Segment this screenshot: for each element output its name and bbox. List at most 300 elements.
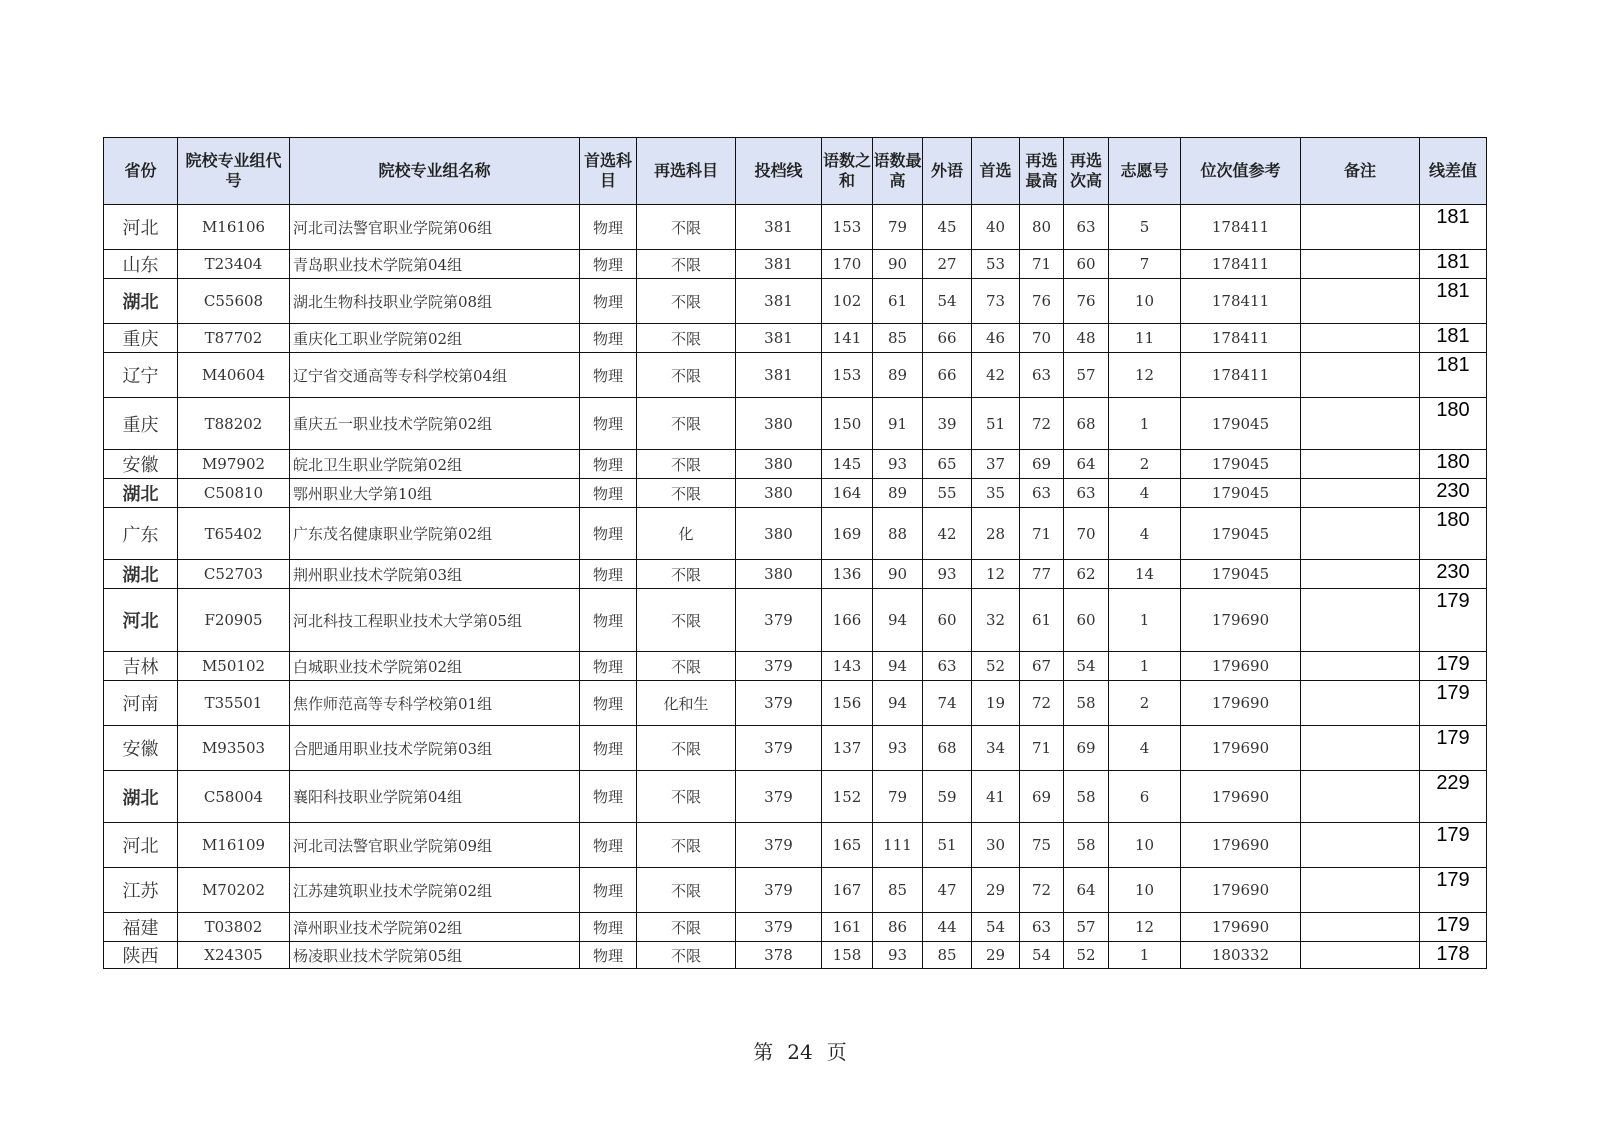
cell-second-subject: 不限 — [637, 913, 736, 942]
cell-wish-no: 2 — [1109, 681, 1181, 726]
cell-group-code: M50102 — [178, 652, 290, 681]
cell-cm-sum: 153 — [822, 353, 873, 398]
cell-first-subject: 物理 — [580, 868, 637, 913]
cell-cm-max: 94 — [873, 681, 923, 726]
cell-group-name: 白城职业技术学院第02组 — [290, 652, 580, 681]
cell-second-subject: 不限 — [637, 250, 736, 279]
cell-line-diff: 179 — [1420, 868, 1487, 913]
table-row — [104, 589, 1487, 652]
cell-foreign-lang: 44 — [923, 913, 972, 942]
col-cm-sum: 语数之和 — [822, 138, 873, 205]
cell-line-diff: 181 — [1420, 250, 1487, 279]
cell-group-code: M97902 — [178, 450, 290, 479]
cell-province: 吉林 — [104, 652, 178, 681]
cell-province: 安徽 — [104, 726, 178, 771]
cell-group-code: T35501 — [178, 681, 290, 726]
cell-cm-max: 90 — [873, 560, 923, 589]
cell-foreign-lang: 85 — [923, 942, 972, 969]
cell-reselect-max: 61 — [1020, 589, 1064, 652]
cell-foreign-lang: 54 — [923, 279, 972, 324]
col-cutoff: 投档线 — [736, 138, 822, 205]
cell-first-subject: 物理 — [580, 942, 637, 969]
cell-group-name: 江苏建筑职业技术学院第02组 — [290, 868, 580, 913]
col-reselect-second: 再选次高 — [1064, 138, 1109, 205]
cell-cm-sum: 164 — [822, 479, 873, 508]
table-row — [104, 450, 1487, 479]
cell-group-code: M70202 — [178, 868, 290, 913]
cell-note — [1301, 823, 1420, 868]
cell-cm-max: 93 — [873, 726, 923, 771]
cell-cm-sum: 165 — [822, 823, 873, 868]
cell-group-code: X24305 — [178, 942, 290, 969]
cell-cm-max: 79 — [873, 205, 923, 250]
cell-cutoff: 381 — [736, 250, 822, 279]
cell-note — [1301, 726, 1420, 771]
cell-cutoff: 380 — [736, 450, 822, 479]
cell-reselect-second: 76 — [1064, 279, 1109, 324]
cell-foreign-lang: 27 — [923, 250, 972, 279]
col-note: 备注 — [1301, 138, 1420, 205]
cell-group-code: C52703 — [178, 560, 290, 589]
table-row — [104, 398, 1487, 450]
table-row — [104, 681, 1487, 726]
cell-foreign-lang: 45 — [923, 205, 972, 250]
cell-first-subject: 物理 — [580, 324, 637, 353]
cell-province: 广东 — [104, 508, 178, 560]
cell-second-subject: 化和生 — [637, 681, 736, 726]
cell-cutoff: 380 — [736, 560, 822, 589]
cell-wish-no: 2 — [1109, 450, 1181, 479]
cell-cutoff: 379 — [736, 823, 822, 868]
cell-cm-sum: 141 — [822, 324, 873, 353]
cell-wish-no: 10 — [1109, 868, 1181, 913]
cell-first-subject: 物理 — [580, 398, 637, 450]
col-second-subject: 再选科目 — [637, 138, 736, 205]
cell-second-subject: 不限 — [637, 823, 736, 868]
cell-province: 山东 — [104, 250, 178, 279]
cell-cutoff: 379 — [736, 913, 822, 942]
cell-group-name: 河北司法警官职业学院第06组 — [290, 205, 580, 250]
cell-note — [1301, 324, 1420, 353]
cell-foreign-lang: 68 — [923, 726, 972, 771]
cell-reselect-max: 69 — [1020, 771, 1064, 823]
cell-cm-max: 93 — [873, 942, 923, 969]
cell-first-subject: 物理 — [580, 560, 637, 589]
cell-foreign-lang: 60 — [923, 589, 972, 652]
cell-rank: 178411 — [1181, 353, 1301, 398]
cell-cm-sum: 158 — [822, 942, 873, 969]
cell-first-subject: 物理 — [580, 353, 637, 398]
cell-wish-no: 4 — [1109, 479, 1181, 508]
cell-foreign-lang: 74 — [923, 681, 972, 726]
cell-reselect-second: 57 — [1064, 353, 1109, 398]
cell-group-name: 焦作师范高等专科学校第01组 — [290, 681, 580, 726]
cell-reselect-second: 64 — [1064, 450, 1109, 479]
cell-note — [1301, 868, 1420, 913]
cell-reselect-second: 52 — [1064, 942, 1109, 969]
cell-preferred: 29 — [972, 868, 1020, 913]
cell-reselect-max: 72 — [1020, 681, 1064, 726]
cell-rank: 178411 — [1181, 205, 1301, 250]
cell-cm-sum: 166 — [822, 589, 873, 652]
cell-reselect-max: 71 — [1020, 726, 1064, 771]
cell-group-code: T03802 — [178, 913, 290, 942]
cell-second-subject: 不限 — [637, 771, 736, 823]
cell-foreign-lang: 42 — [923, 508, 972, 560]
cell-cutoff: 381 — [736, 324, 822, 353]
table-row — [104, 250, 1487, 279]
cell-reselect-max: 76 — [1020, 279, 1064, 324]
cell-cutoff: 380 — [736, 398, 822, 450]
cell-cm-sum: 150 — [822, 398, 873, 450]
cell-group-code: T88202 — [178, 398, 290, 450]
page-number: 第 24 页 — [753, 1040, 847, 1064]
cell-preferred: 42 — [972, 353, 1020, 398]
cell-reselect-max: 75 — [1020, 823, 1064, 868]
table-row — [104, 652, 1487, 681]
col-first-subject: 首选科目 — [580, 138, 637, 205]
cell-wish-no: 5 — [1109, 205, 1181, 250]
cell-first-subject: 物理 — [580, 479, 637, 508]
cell-reselect-second: 48 — [1064, 324, 1109, 353]
cell-reselect-max: 72 — [1020, 868, 1064, 913]
cell-preferred: 19 — [972, 681, 1020, 726]
cell-rank: 178411 — [1181, 250, 1301, 279]
cell-reselect-max: 70 — [1020, 324, 1064, 353]
cell-reselect-second: 58 — [1064, 771, 1109, 823]
col-wish-no: 志愿号 — [1109, 138, 1181, 205]
cell-cm-sum: 145 — [822, 450, 873, 479]
cell-wish-no: 1 — [1109, 398, 1181, 450]
cell-group-name: 广东茂名健康职业学院第02组 — [290, 508, 580, 560]
cell-foreign-lang: 59 — [923, 771, 972, 823]
cell-second-subject: 不限 — [637, 589, 736, 652]
cell-line-diff: 179 — [1420, 681, 1487, 726]
cell-first-subject: 物理 — [580, 450, 637, 479]
cell-second-subject: 不限 — [637, 479, 736, 508]
cell-reselect-second: 63 — [1064, 479, 1109, 508]
cell-group-code: F20905 — [178, 589, 290, 652]
cell-rank: 179690 — [1181, 771, 1301, 823]
cell-preferred: 41 — [972, 771, 1020, 823]
cell-line-diff: 230 — [1420, 560, 1487, 589]
cell-province: 河南 — [104, 681, 178, 726]
col-province: 省份 — [104, 138, 178, 205]
cell-rank: 179045 — [1181, 560, 1301, 589]
cell-preferred: 40 — [972, 205, 1020, 250]
cell-preferred: 52 — [972, 652, 1020, 681]
cell-note — [1301, 589, 1420, 652]
cell-cm-max: 61 — [873, 279, 923, 324]
cell-cutoff: 379 — [736, 652, 822, 681]
cell-group-name: 鄂州职业大学第10组 — [290, 479, 580, 508]
cell-preferred: 30 — [972, 823, 1020, 868]
col-group-code: 院校专业组代号 — [178, 138, 290, 205]
cell-province: 河北 — [104, 205, 178, 250]
table-row — [104, 726, 1487, 771]
cell-rank: 179045 — [1181, 479, 1301, 508]
cell-group-name: 重庆化工职业学院第02组 — [290, 324, 580, 353]
col-cm-max: 语数最高 — [873, 138, 923, 205]
cell-province: 重庆 — [104, 398, 178, 450]
cell-cm-sum: 153 — [822, 205, 873, 250]
cell-group-code: M93503 — [178, 726, 290, 771]
cell-group-name: 湖北生物科技职业学院第08组 — [290, 279, 580, 324]
cell-preferred: 73 — [972, 279, 1020, 324]
cell-reselect-max: 71 — [1020, 508, 1064, 560]
cell-province: 辽宁 — [104, 353, 178, 398]
cell-group-name: 辽宁省交通高等专科学校第04组 — [290, 353, 580, 398]
cell-reselect-max: 80 — [1020, 205, 1064, 250]
cell-cutoff: 380 — [736, 479, 822, 508]
cell-foreign-lang: 66 — [923, 353, 972, 398]
table-row — [104, 771, 1487, 823]
cell-preferred: 51 — [972, 398, 1020, 450]
cell-rank: 179045 — [1181, 398, 1301, 450]
cell-first-subject: 物理 — [580, 726, 637, 771]
table-row — [104, 823, 1487, 868]
cell-line-diff: 229 — [1420, 771, 1487, 823]
cell-line-diff: 230 — [1420, 479, 1487, 508]
cell-line-diff: 180 — [1420, 450, 1487, 479]
cell-group-code: M40604 — [178, 353, 290, 398]
cell-reselect-second: 62 — [1064, 560, 1109, 589]
cell-group-name: 河北司法警官职业学院第09组 — [290, 823, 580, 868]
cell-note — [1301, 398, 1420, 450]
cell-second-subject: 不限 — [637, 942, 736, 969]
cell-preferred: 53 — [972, 250, 1020, 279]
cell-cm-max: 94 — [873, 589, 923, 652]
cell-reselect-second: 64 — [1064, 868, 1109, 913]
cell-first-subject: 物理 — [580, 589, 637, 652]
cell-line-diff: 179 — [1420, 589, 1487, 652]
cell-cm-max: 79 — [873, 771, 923, 823]
cell-preferred: 34 — [972, 726, 1020, 771]
cell-first-subject: 物理 — [580, 279, 637, 324]
cell-line-diff: 181 — [1420, 205, 1487, 250]
cell-first-subject: 物理 — [580, 652, 637, 681]
cell-reselect-second: 60 — [1064, 250, 1109, 279]
cell-second-subject: 不限 — [637, 324, 736, 353]
cell-cm-sum: 143 — [822, 652, 873, 681]
cell-foreign-lang: 55 — [923, 479, 972, 508]
table-row — [104, 942, 1487, 969]
cell-cm-max: 85 — [873, 868, 923, 913]
cell-cm-max: 94 — [873, 652, 923, 681]
cell-note — [1301, 479, 1420, 508]
cell-line-diff: 180 — [1420, 398, 1487, 450]
cell-cm-sum: 102 — [822, 279, 873, 324]
cell-cm-sum: 170 — [822, 250, 873, 279]
cell-preferred: 28 — [972, 508, 1020, 560]
col-group-name: 院校专业组名称 — [290, 138, 580, 205]
cell-line-diff: 179 — [1420, 823, 1487, 868]
cell-group-name: 合肥通用职业技术学院第03组 — [290, 726, 580, 771]
cell-line-diff: 181 — [1420, 324, 1487, 353]
cell-province: 重庆 — [104, 324, 178, 353]
cell-second-subject: 不限 — [637, 398, 736, 450]
cell-wish-no: 10 — [1109, 279, 1181, 324]
cell-reselect-max: 54 — [1020, 942, 1064, 969]
cell-cm-sum: 137 — [822, 726, 873, 771]
cell-second-subject: 不限 — [637, 868, 736, 913]
col-reselect-max: 再选最高 — [1020, 138, 1064, 205]
cell-first-subject: 物理 — [580, 508, 637, 560]
cell-group-name: 荆州职业技术学院第03组 — [290, 560, 580, 589]
cell-cutoff: 379 — [736, 726, 822, 771]
cell-wish-no: 12 — [1109, 913, 1181, 942]
table-row — [104, 508, 1487, 560]
cell-reselect-max: 63 — [1020, 479, 1064, 508]
cell-reselect-max: 67 — [1020, 652, 1064, 681]
cell-line-diff: 179 — [1420, 726, 1487, 771]
col-foreign-lang: 外语 — [923, 138, 972, 205]
cell-rank: 178411 — [1181, 324, 1301, 353]
cell-cutoff: 379 — [736, 681, 822, 726]
cell-note — [1301, 681, 1420, 726]
cell-rank: 179045 — [1181, 450, 1301, 479]
table-row — [104, 560, 1487, 589]
cell-province: 江苏 — [104, 868, 178, 913]
table-row — [104, 205, 1487, 250]
cell-province: 河北 — [104, 589, 178, 652]
cell-wish-no: 11 — [1109, 324, 1181, 353]
cell-cm-max: 111 — [873, 823, 923, 868]
cell-province: 湖北 — [104, 479, 178, 508]
cell-rank: 179690 — [1181, 652, 1301, 681]
cell-province: 河北 — [104, 823, 178, 868]
cell-reselect-max: 71 — [1020, 250, 1064, 279]
cell-province: 安徽 — [104, 450, 178, 479]
cell-reselect-second: 57 — [1064, 913, 1109, 942]
cell-group-name: 重庆五一职业技术学院第02组 — [290, 398, 580, 450]
cell-reselect-second: 68 — [1064, 398, 1109, 450]
table-header-row — [104, 138, 1487, 205]
cell-second-subject: 不限 — [637, 205, 736, 250]
cell-reselect-max: 77 — [1020, 560, 1064, 589]
cell-wish-no: 4 — [1109, 726, 1181, 771]
cell-group-code: M16109 — [178, 823, 290, 868]
cell-foreign-lang: 93 — [923, 560, 972, 589]
cell-foreign-lang: 63 — [923, 652, 972, 681]
cell-group-name: 河北科技工程职业技术大学第05组 — [290, 589, 580, 652]
table-row — [104, 913, 1487, 942]
cell-note — [1301, 205, 1420, 250]
cell-note — [1301, 942, 1420, 969]
cell-reselect-second: 54 — [1064, 652, 1109, 681]
cell-line-diff: 180 — [1420, 508, 1487, 560]
admission-table — [103, 137, 1487, 969]
cell-second-subject: 不限 — [637, 279, 736, 324]
cell-reselect-max: 72 — [1020, 398, 1064, 450]
cell-wish-no: 14 — [1109, 560, 1181, 589]
cell-reselect-second: 58 — [1064, 681, 1109, 726]
cell-preferred: 12 — [972, 560, 1020, 589]
cell-cm-max: 93 — [873, 450, 923, 479]
col-line-diff: 线差值 — [1420, 138, 1487, 205]
cell-preferred: 37 — [972, 450, 1020, 479]
cell-preferred: 54 — [972, 913, 1020, 942]
cell-province: 湖北 — [104, 560, 178, 589]
cell-reselect-second: 63 — [1064, 205, 1109, 250]
cell-cm-max: 86 — [873, 913, 923, 942]
cell-cutoff: 379 — [736, 589, 822, 652]
table-row — [104, 324, 1487, 353]
cell-cm-max: 89 — [873, 353, 923, 398]
cell-group-name: 皖北卫生职业学院第02组 — [290, 450, 580, 479]
cell-line-diff: 181 — [1420, 279, 1487, 324]
cell-line-diff: 181 — [1420, 353, 1487, 398]
cell-foreign-lang: 39 — [923, 398, 972, 450]
cell-group-code: T23404 — [178, 250, 290, 279]
cell-cm-max: 89 — [873, 479, 923, 508]
cell-second-subject: 不限 — [637, 652, 736, 681]
cell-rank: 179690 — [1181, 913, 1301, 942]
cell-first-subject: 物理 — [580, 913, 637, 942]
cell-note — [1301, 508, 1420, 560]
cell-wish-no: 1 — [1109, 652, 1181, 681]
page-number-value: 24 — [787, 1040, 813, 1064]
cell-note — [1301, 353, 1420, 398]
col-preferred: 首选 — [972, 138, 1020, 205]
cell-cm-sum: 169 — [822, 508, 873, 560]
table-row — [104, 868, 1487, 913]
cell-foreign-lang: 66 — [923, 324, 972, 353]
cell-reselect-second: 58 — [1064, 823, 1109, 868]
cell-preferred: 29 — [972, 942, 1020, 969]
cell-cm-sum: 167 — [822, 868, 873, 913]
cell-group-code: T87702 — [178, 324, 290, 353]
cell-cutoff: 380 — [736, 508, 822, 560]
cell-first-subject: 物理 — [580, 823, 637, 868]
cell-first-subject: 物理 — [580, 681, 637, 726]
cell-wish-no: 1 — [1109, 589, 1181, 652]
cell-cm-max: 91 — [873, 398, 923, 450]
cell-group-name: 漳州职业技术学院第02组 — [290, 913, 580, 942]
cell-cutoff: 381 — [736, 279, 822, 324]
cell-preferred: 32 — [972, 589, 1020, 652]
cell-province: 湖北 — [104, 771, 178, 823]
cell-group-name: 襄阳科技职业学院第04组 — [290, 771, 580, 823]
cell-second-subject: 化 — [637, 508, 736, 560]
cell-preferred: 35 — [972, 479, 1020, 508]
cell-group-code: C55608 — [178, 279, 290, 324]
cell-cm-sum: 152 — [822, 771, 873, 823]
cell-reselect-max: 69 — [1020, 450, 1064, 479]
cell-rank: 179690 — [1181, 823, 1301, 868]
cell-note — [1301, 279, 1420, 324]
cell-rank: 180332 — [1181, 942, 1301, 969]
cell-cm-max: 90 — [873, 250, 923, 279]
cell-second-subject: 不限 — [637, 450, 736, 479]
cell-wish-no: 1 — [1109, 942, 1181, 969]
cell-preferred: 46 — [972, 324, 1020, 353]
cell-cm-sum: 136 — [822, 560, 873, 589]
cell-second-subject: 不限 — [637, 353, 736, 398]
cell-rank: 179690 — [1181, 868, 1301, 913]
cell-second-subject: 不限 — [637, 726, 736, 771]
cell-line-diff: 178 — [1420, 942, 1487, 969]
col-rank: 位次值参考 — [1181, 138, 1301, 205]
cell-cm-sum: 156 — [822, 681, 873, 726]
cell-group-name: 青岛职业技术学院第04组 — [290, 250, 580, 279]
cell-note — [1301, 250, 1420, 279]
cell-reselect-second: 70 — [1064, 508, 1109, 560]
cell-wish-no: 12 — [1109, 353, 1181, 398]
cell-province: 陕西 — [104, 942, 178, 969]
cell-reselect-second: 69 — [1064, 726, 1109, 771]
cell-group-code: C50810 — [178, 479, 290, 508]
